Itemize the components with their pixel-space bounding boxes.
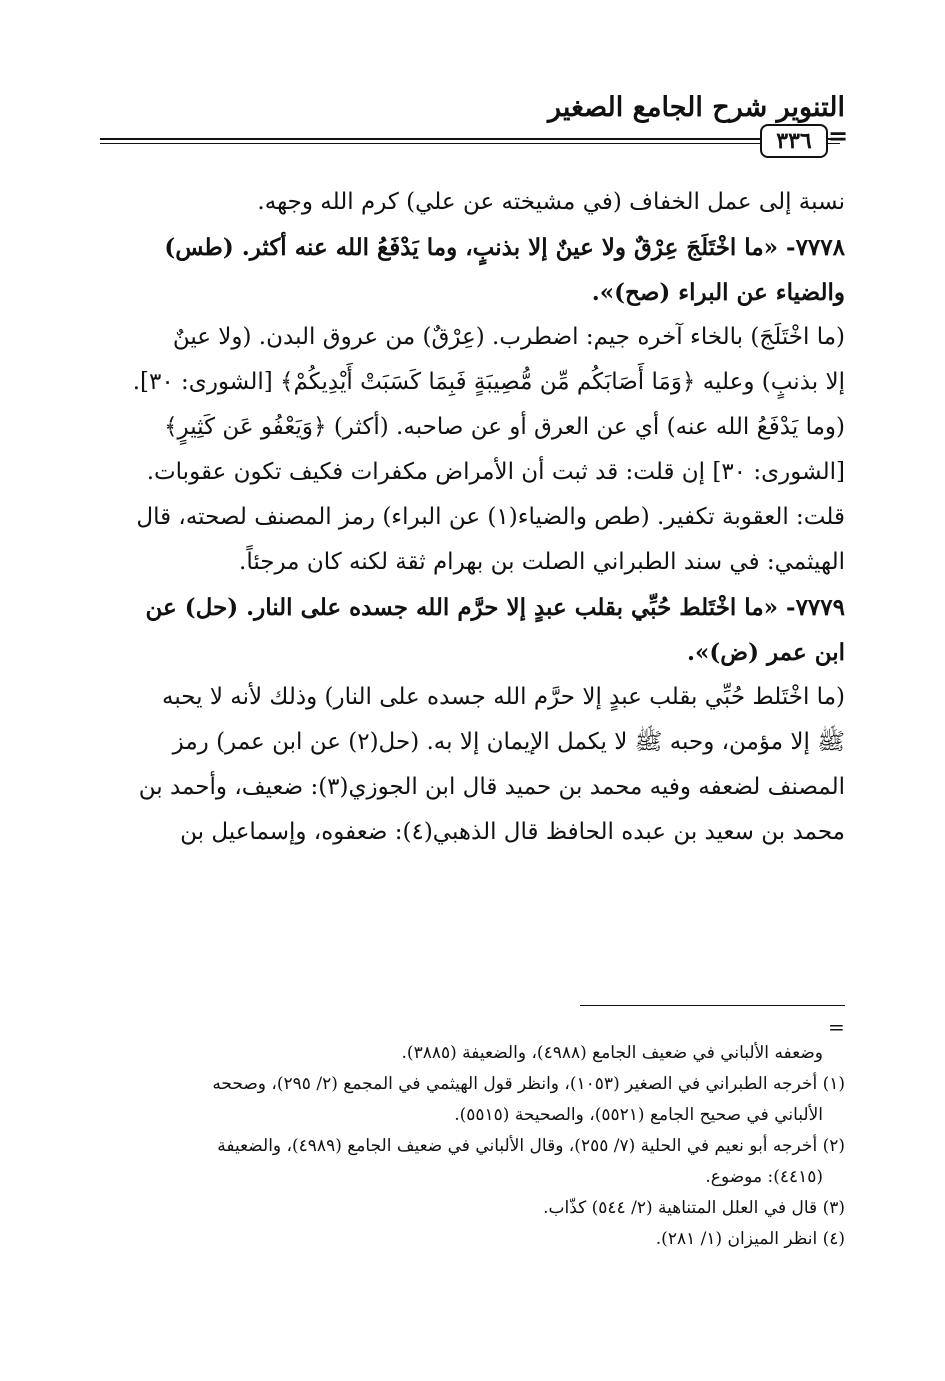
hadith-line: ابن عمر (ض)». (687, 639, 845, 666)
header-rule-thick (100, 138, 840, 140)
running-header-title: التنوير شرح الجامع الصغير (548, 92, 845, 123)
page-number: ٣٣٦ (760, 124, 828, 158)
footnote-line: (٤) انظر الميزان (١/ ٢٨١). (655, 1229, 845, 1249)
footnote-line: وضعفه الألباني في ضعيف الجامع (٤٩٨٨)، والضعيفة (٣٨٨٥). (401, 1043, 823, 1063)
hadith-line: ٧٧٧٨- «ما اخْتَلَجَ عِرْقٌ ولا عينٌ إلا بذنبٍ، وما يَدْفَعُ الله عنه أكثر. (طس) (164, 234, 845, 261)
footnote-line: (٣) قال في العلل المتناهية (٢/ ٥٤٤) كذّاب. (543, 1198, 845, 1218)
text-line: نسبة إلى عمل الخفاف (في مشيخته عن علي) كرم الله وجهه. (257, 189, 845, 215)
footnote-continuation-mark: = (828, 1015, 845, 1039)
hadith-line: والضياء عن البراء (صح)». (591, 279, 845, 306)
text-line: قلت: العقوبة تكفير. (طص والضياء(١) عن البراء) رمز المصنف لصحته، قال (136, 504, 845, 530)
text-line: الهيثمي: في سند الطبراني الصلت بن بهرام ثقة لكنه كان مرجئاً. (239, 549, 845, 575)
footnote-line: (١) أخرجه الطبراني في الصغير (١٠٥٣)، وانظر قول الهيثمي في المجمع (٢/ ٢٩٥)، وصححه (212, 1074, 845, 1094)
footnote-line: (٢) أخرجه أبو نعيم في الحلية (٧/ ٢٥٥)، وقال الألباني في ضعيف الجامع (٤٩٨٩)، والضعيفة (217, 1136, 845, 1156)
text-line: (ما اخْتَلَجَ) بالخاء آخره جيم: اضطرب. (عِرْقٌ) من عروق البدن. (ولا عينٌ (172, 324, 845, 350)
text-line: إلا بذنبٍ) وعليه ﴿وَمَا أَصَابَكُم مِّن مُّصِيبَةٍ فَبِمَا كَسَبَتْ أَيْدِيكُمْ﴾ [الشورى: ٣٠]. (132, 369, 845, 395)
text-line: محمد بن سعيد بن عبده الحافظ قال الذهبي(٤): ضعفوه، وإسماعيل بن (180, 819, 845, 845)
footnote-line: (٤٤١٥): موضوع. (705, 1167, 823, 1187)
footnote-line: الألباني في صحيح الجامع (٥٥٢١)، والصحيحة (٥٥١٥). (454, 1105, 823, 1125)
text-line: (وما يَدْفَعُ الله عنه) أي عن العرق أو عن صاحبه. (أكثر) ﴿وَيَعْفُو عَن كَثِيرٍ﴾ (164, 414, 845, 440)
main-text (105, 180, 845, 855)
text-line: [الشورى: ٣٠] إن قلت: قد ثبت أن الأمراض مكفرات فكيف تكون عقوبات. (146, 459, 845, 485)
page-number-dash: = (828, 121, 849, 150)
header-rule-thin (100, 143, 840, 144)
footnote-separator-rule (580, 1005, 845, 1006)
text-line: ﷺ إلا مؤمن، وحبه ﷺ لا يكمل الإيمان إلا به. (حل(٢) عن ابن عمر) رمز (172, 729, 845, 755)
text-line: (ما اخْتَلط حُبِّي بقلب عبدٍ إلا حرَّم الله جسده على النار) وذلك لأنه لا يحبه (162, 684, 845, 710)
footnotes (105, 1038, 845, 1255)
text-line: المصنف لضعفه وفيه محمد بن حميد قال ابن الجوزي(٣): ضعيف، وأحمد بن (138, 774, 845, 800)
hadith-line: ٧٧٧٩- «ما اخْتَلط حُبِّي بقلب عبدٍ إلا حرَّم الله جسده على النار. (حل) عن (145, 594, 845, 621)
